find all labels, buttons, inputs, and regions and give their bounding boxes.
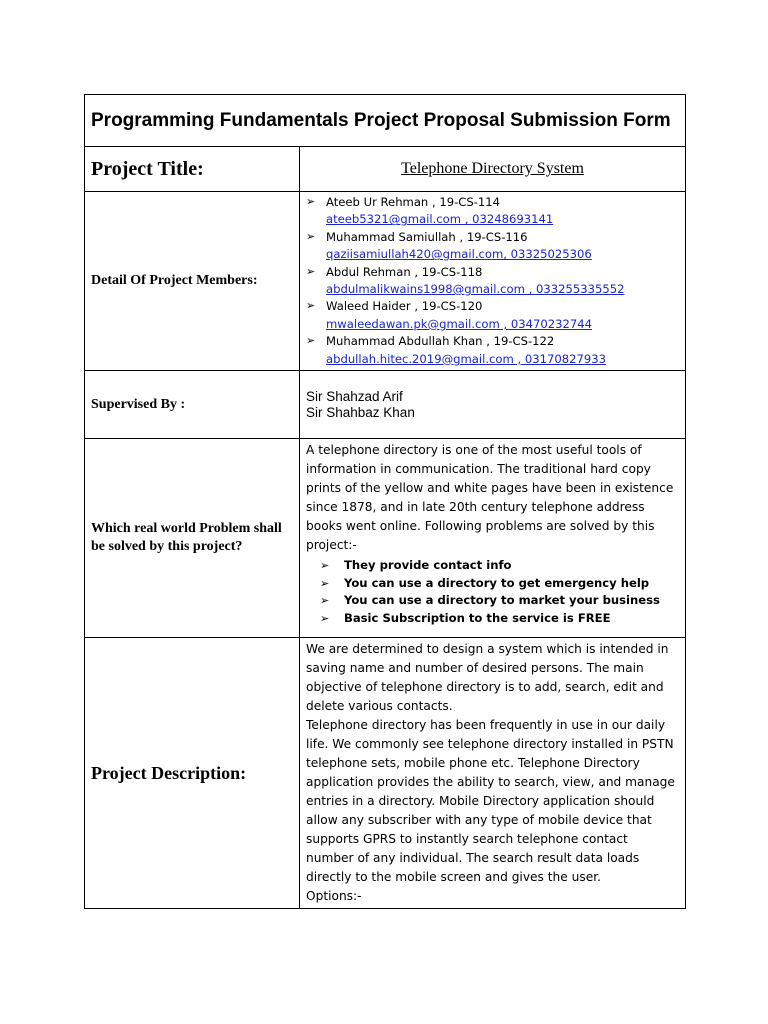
form-title-row — [85, 95, 686, 147]
problem-point — [320, 557, 685, 575]
members-label: Detail Of Project Members: — [91, 273, 258, 289]
project-title-value-cell — [300, 147, 686, 192]
member-contact-link[interactable]: abdulmalikwains1998@gmail.com , 033255335552 — [326, 282, 625, 297]
member-name: Muhammad Samiullah , 19-CS-116 — [326, 229, 528, 244]
member-contact-link[interactable]: abdullah.hitec.2019@gmail.com , 03170827933 — [326, 351, 606, 366]
member-item — [306, 229, 681, 264]
problem-value-cell — [300, 439, 686, 638]
problem-point — [320, 592, 685, 610]
description-label: Project Description: — [91, 762, 247, 783]
problem-points — [300, 557, 685, 627]
arrow-bullet-icon: ➢ — [320, 594, 330, 608]
supervised-row — [85, 371, 686, 439]
description-paragraph-2: Telephone directory has been frequently in use in our daily life. We commonly see telephone directory installed in PSTN telephone sets, mobile phone etc. Telephone Directory application provides the ability to search, view, and manage entries in a directory. Mobile Directory application should allow any subscriber with any type of mobile device that supports GPRS to instantly search telephone contact number of any individual. The search result data loads directly to the mobile screen and gives the user. — [306, 718, 675, 885]
form-title-cell — [85, 95, 686, 147]
supervisor-name: Sir Shahbaz Khan — [306, 404, 415, 420]
problem-point — [320, 575, 685, 593]
member-item — [306, 264, 681, 299]
description-row — [85, 638, 686, 909]
problem-text: A telephone directory is one of the most useful tools of information in communication. The traditional hard copy prints of the yellow and white pages have been in existence since 1878, and in late 20th century telephone address books went online. Following problems are solved by this project:- — [306, 443, 674, 553]
problem-label: Which real world Problem shall be solved by this project? — [91, 521, 282, 555]
supervised-label: Supervised By : — [91, 396, 186, 412]
member-contact-link[interactable]: mwaleedawan.pk@gmail.com , 03470232744 — [326, 316, 592, 331]
proposal-form-table — [84, 94, 686, 909]
member-contact-link[interactable]: qaziisamiullah420@gmail.com, 03325025306 — [326, 247, 592, 262]
problem-point-text: You can use a directory to market your business — [344, 593, 660, 608]
description-label-cell — [85, 638, 300, 909]
problem-row — [85, 439, 686, 638]
arrow-bullet-icon: ➢ — [306, 300, 316, 313]
member-item — [306, 298, 681, 333]
member-name: Waleed Haider , 19-CS-120 — [326, 299, 483, 314]
arrow-bullet-icon: ➢ — [306, 230, 316, 243]
problem-point-text: Basic Subscription to the service is FREE — [344, 610, 611, 625]
arrow-bullet-icon: ➢ — [306, 196, 316, 208]
problem-label-cell — [85, 439, 300, 638]
problem-point-text: They provide contact info — [344, 558, 512, 573]
member-name: Muhammad Abdullah Khan , 19-CS-122 — [326, 334, 555, 349]
project-title-label: Project Title: — [91, 157, 204, 180]
problem-point — [320, 610, 685, 628]
form-title: Programming Fundamentals Project Proposal Submission Form — [91, 110, 671, 131]
project-title-value: Telephone Directory System — [401, 160, 584, 177]
arrow-bullet-icon: ➢ — [320, 576, 330, 590]
member-list — [300, 192, 685, 370]
members-row — [85, 192, 686, 371]
project-title-row — [85, 147, 686, 192]
description-value-cell — [300, 638, 686, 909]
member-item — [306, 333, 681, 368]
supervisor-name: Sir Shahzad Arif — [306, 388, 403, 404]
problem-point-text: You can use a directory to get emergency help — [344, 575, 650, 590]
arrow-bullet-icon: ➢ — [320, 559, 330, 573]
members-label-cell — [85, 192, 300, 371]
arrow-bullet-icon: ➢ — [306, 335, 316, 348]
member-item — [306, 194, 681, 229]
arrow-bullet-icon: ➢ — [306, 265, 316, 278]
description-paragraph-1: We are determined to design a system which is intended in saving name and number of desired persons. The main objective of telephone directory is to add, search, edit and delete various contacts. — [306, 642, 669, 714]
member-name: Abdul Rehman , 19-CS-118 — [326, 264, 483, 279]
description-options: Options:- — [306, 889, 362, 904]
project-title-label-cell — [85, 147, 300, 192]
members-value-cell — [300, 192, 686, 371]
supervised-label-cell — [85, 371, 300, 439]
supervisors-cell — [300, 371, 686, 439]
member-contact-link[interactable]: ateeb5321@gmail.com , 03248693141 — [326, 212, 554, 227]
member-name: Ateeb Ur Rehman , 19-CS-114 — [326, 195, 501, 209]
arrow-bullet-icon: ➢ — [320, 611, 330, 625]
